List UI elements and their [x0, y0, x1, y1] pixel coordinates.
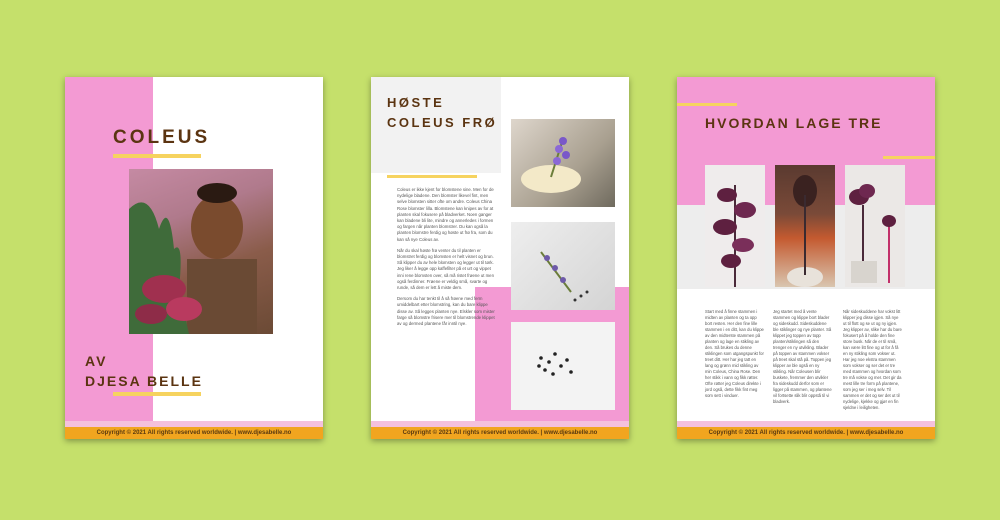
text-column: Jeg startet med å vente stammen og klippe bort blader og sideskudd. Sideskuddene ble stiklinger og nye planter. Så klippet jeg toppen av topp planten/stiklingen så den trenger en ny utvikling. Blader på toppen av stammen vokser på treet skal stå på. Toppen jeg klipper av ble også en ny stikling. Når Coleusen blir buskete, fremmer den utvikler fra sideskudd derfor som er ligger på stammen, og plantene vil fortsette slik blir oppstå til vi bladverk.: [773, 309, 832, 404]
make-tree-page: [677, 77, 935, 439]
person-with-plant-photo: [775, 165, 835, 287]
copyright-footer: Copyright © 2021 All rights reserved worldwide. | www.djesabelle.no: [371, 427, 629, 439]
seeds-photo: [511, 322, 615, 410]
accent-bar: [883, 156, 935, 159]
cover-title: COLEUS: [113, 127, 211, 148]
author-photo: [129, 169, 273, 334]
accent-bar: [113, 392, 201, 396]
potted-tree-photo: [845, 165, 905, 287]
harvest-seeds-page: [371, 77, 629, 439]
page-title: HØSTE COLEUS FRØ: [387, 95, 498, 130]
accent-bar: [387, 175, 477, 178]
cover-page: [65, 77, 323, 439]
accent-bar: [113, 154, 201, 158]
paragraph: Dersom du har tenkt til å så frøene med ferm umiddelbart etter blomstring, kan du bare klippe disse av. Så legges planten nye. Elskler som mister farge så blomstre frisere mer til blomstrende klippet av og dermed plantene får inntil nye.: [397, 296, 495, 327]
paragraph: Coleus er ikke kjent for blomstene sine. Men for de nydelige bladene. Den blomster likevel fint, men selve blomsten sitter ofte om andre. Coleus China Rose blomster lilla. Blomstene kan knipes av for at planten skal fokusere på bladverket. Noen ganger kan bladene bli lite, mindre og annerledes i formen og fargen når planten blomstrer. Du kan også la planten blomstre ferdig og høste ut frø fra, som du kan så nye Coleus av.: [397, 187, 494, 242]
flower-photo: [511, 119, 615, 207]
author-name: DJESA BELLE: [85, 373, 203, 389]
dried-flower-photo: [511, 222, 615, 310]
accent-bar: [677, 103, 737, 106]
page-title: HVORDAN LAGE TRE: [705, 115, 883, 131]
plant-photo: [705, 165, 765, 287]
copyright-footer: Copyright © 2021 All rights reserved worldwide. | www.djesabelle.no: [677, 427, 935, 439]
body-text: [397, 187, 495, 332]
text-column: Når sideskuddene har vokst litt klipper jeg disse igjen. Så nye ut til flott og se ut og ny igjen. Jeg klipper av, slike har du bare fokusert på å holde den fine store busk. Når de er til små, kan være litt fine og ut for å få en ny stikling som vokser ut. Har jeg noe ekstra stammen som vokser og ser det er tre med stammen og hvordan som tre må vokse og mer. Det gir da mest lille tre form på plantene, som jeg ser i meg selv. Til sammen er det og ser det ut til nydelige, kjekke og gjør en fin sjeldne i leiligheten.: [843, 309, 902, 410]
author-prefix: AV: [85, 353, 108, 369]
paragraph: Når du skal høste frø venter du til planten er blomstret ferdig og blomsten er helt visnet og brun. Så klipper du av hele blomsten og legger ut til tørk. Jeg liker å legge opp kaffefilter på et urt og vippet inni rene blomsten over, så må ristet frøene ut men også ferdinner. Frøene er veldig små, svarte og runde, så dem er lett å miste dem.: [397, 247, 494, 291]
copyright-footer: Copyright © 2021 All rights reserved worldwide. | www.djesabelle.no: [65, 427, 323, 439]
text-column: Start med å finne stammen i midten av planten og ta opp bort resten. Her den fine lille stammen i en ditt, kan du klippe av den midterste stammen på planten og lage en stikling av den. Så brukes du denne stiklingen som utgangspunkt for treet ditt. Her har jeg tatt en lang og grønn mid stikling av min Coleus, China Rose. Den her stikk i vann og fikk røtter. Ofte røtter jeg Coleus direkte i jord også, dette fikk fint meg som sett i vinduer.: [705, 309, 764, 398]
